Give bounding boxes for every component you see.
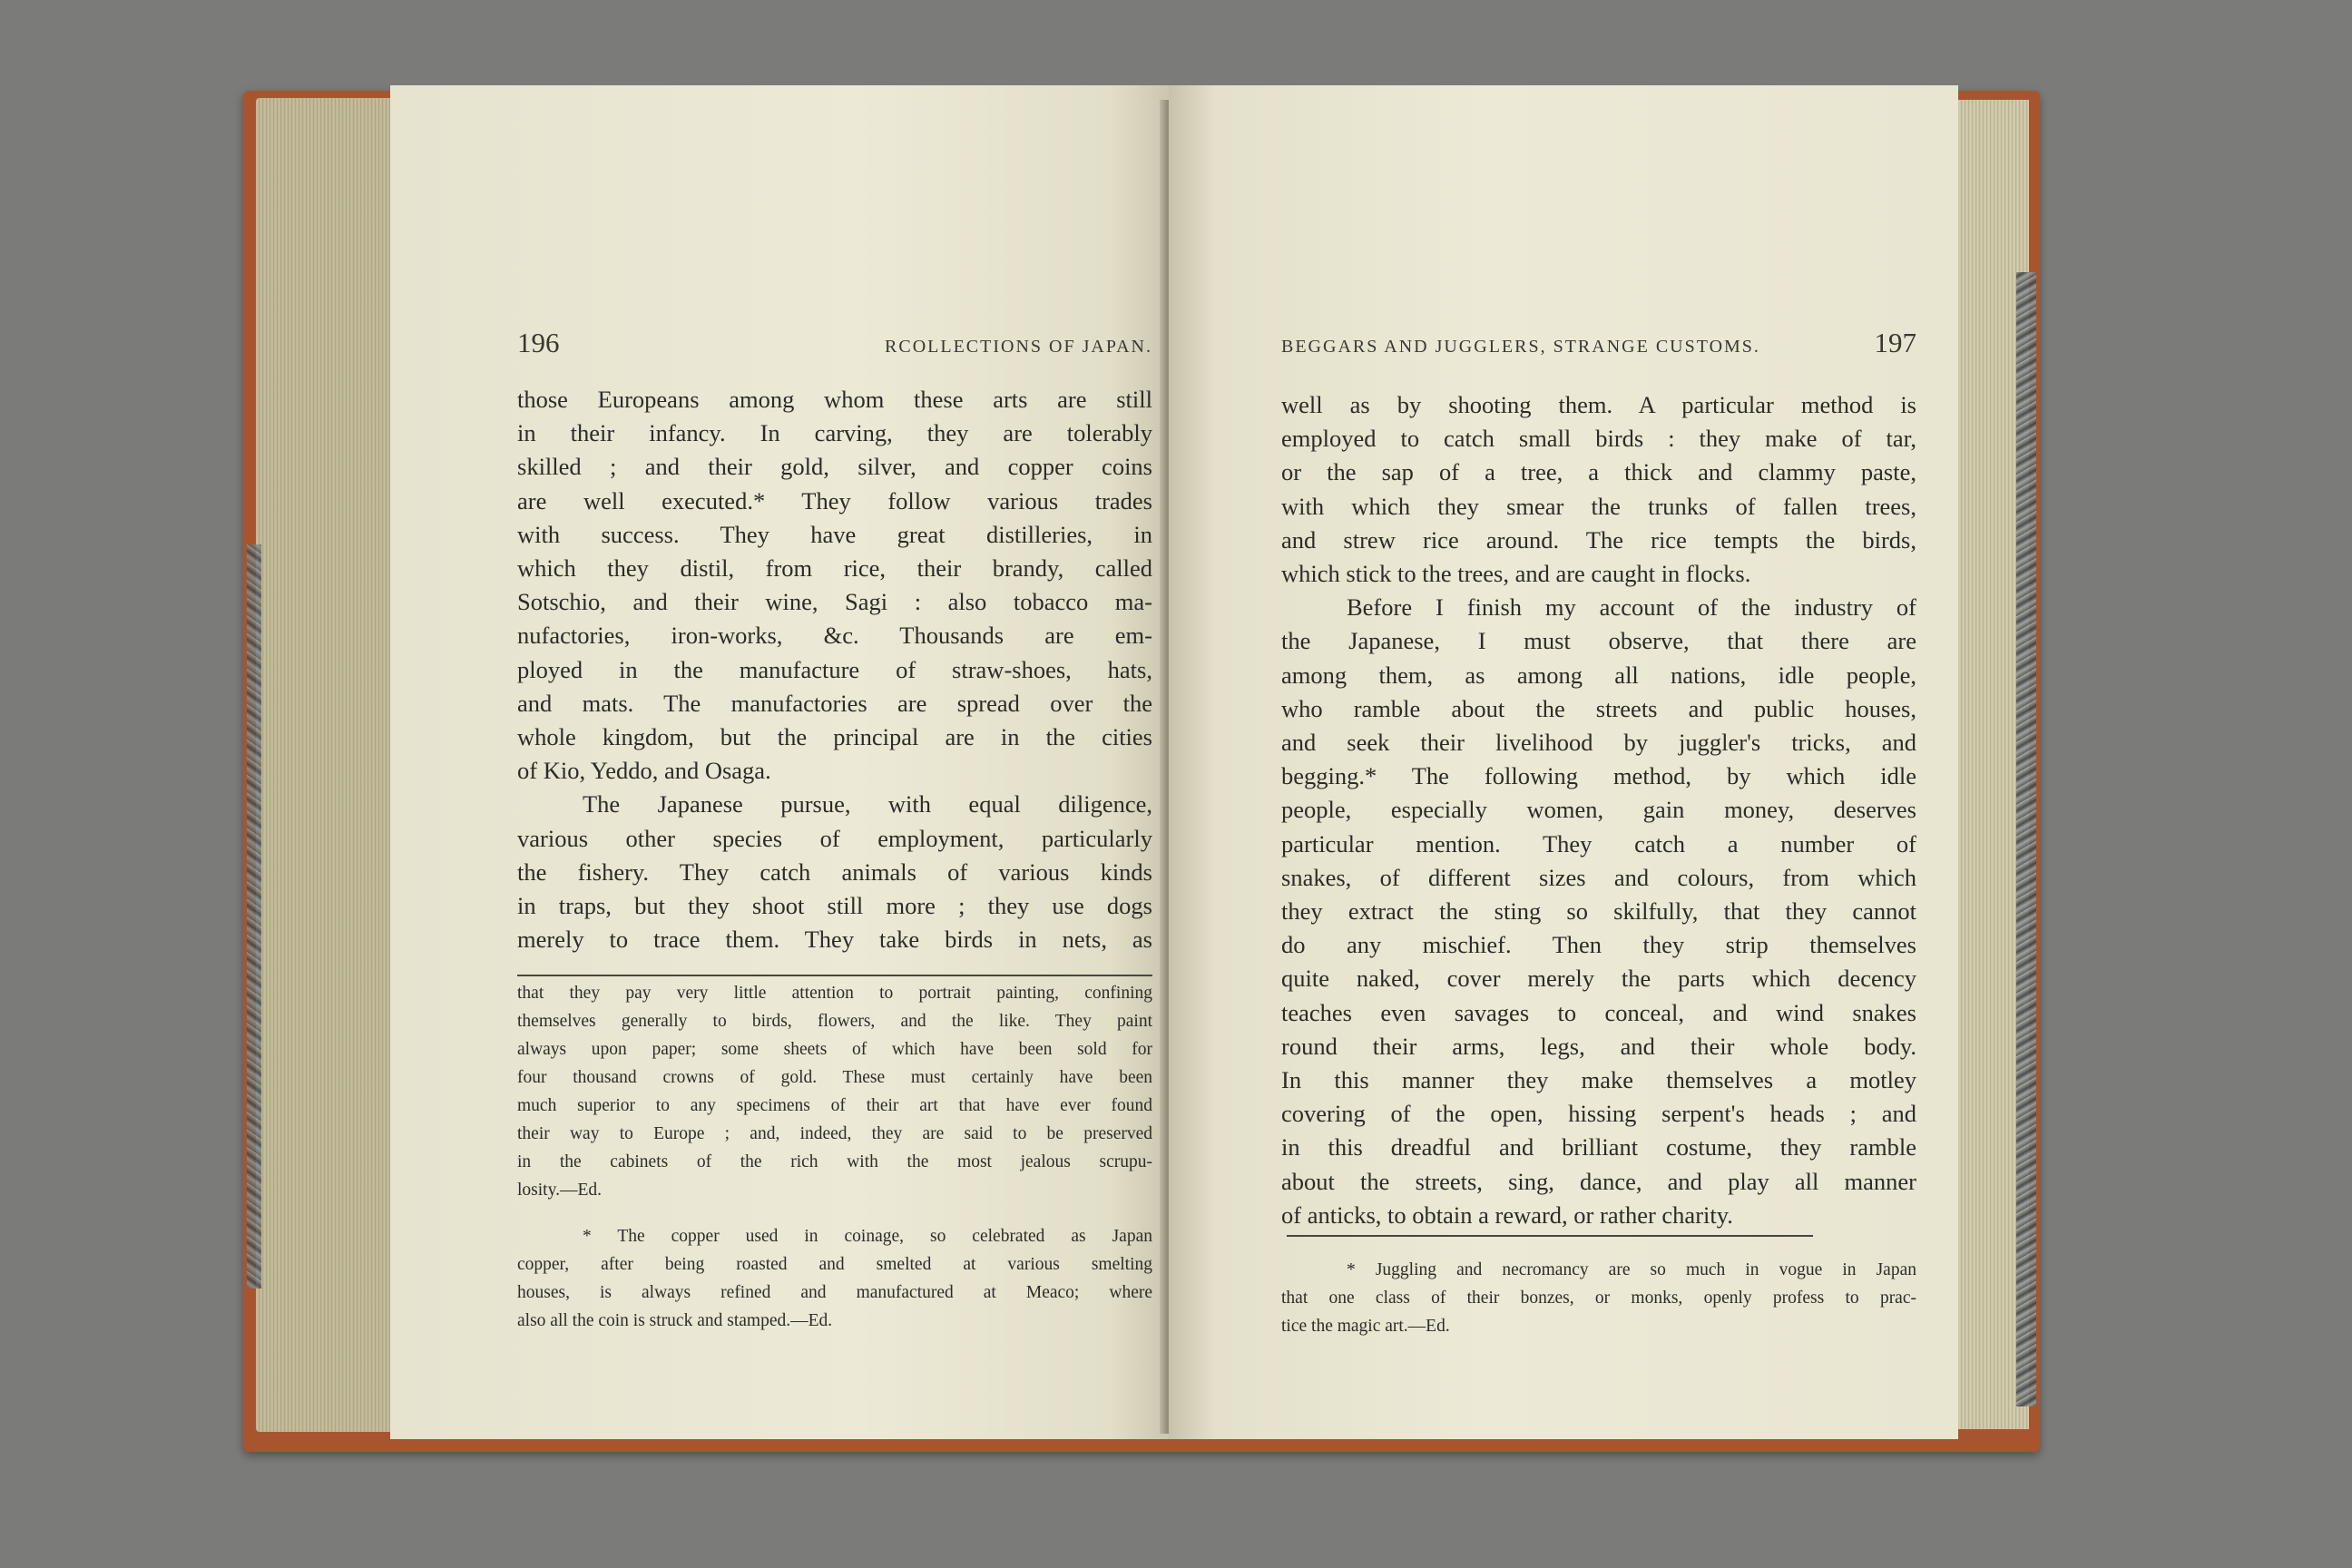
text-line: in their infancy. In carving, they are tolerably: [517, 419, 1152, 447]
right-page: [1169, 85, 1958, 1439]
text-line: ployed in the manufacture of straw-shoes, hats,: [517, 655, 1152, 683]
text-line: round their arms, legs, and their whole body.: [1281, 1032, 1916, 1060]
text-line: they extract the sting so skilfully, that they cannot: [1281, 897, 1916, 926]
running-head: BEGGARS AND JUGGLERS, STRANGE CUSTOMS.: [1281, 337, 1760, 357]
text-line: people, especially women, gain money, deserves: [1281, 796, 1916, 824]
text-line: in traps, but they shoot still more ; they use dogs: [517, 892, 1152, 920]
text-line: do any mischief. Then they strip themselves: [1281, 931, 1916, 959]
footnote-line: losity.—Ed.: [517, 1181, 602, 1200]
footnote-rule: [517, 975, 1152, 976]
text-line: begging.* The following method, by which idle: [1281, 762, 1916, 790]
right-page-header: [1281, 327, 1916, 363]
marbled-edge-right: [2016, 272, 2036, 1406]
text-line: who ramble about the streets and public houses,: [1281, 694, 1916, 722]
footnote-line: four thousand crowns of gold. These must certainly have been: [517, 1068, 1152, 1087]
footnote-line: * The copper used in coinage, so celebrated as Japan: [583, 1227, 1152, 1246]
text-line: of Kio, Yeddo, and Osaga.: [517, 757, 771, 785]
text-line: the fishery. They catch animals of various kinds: [517, 858, 1152, 886]
footnote-rule: [1287, 1235, 1813, 1237]
text-line: merely to trace them. They take birds in nets, as: [517, 926, 1152, 954]
left-body-text: [517, 383, 1152, 956]
text-line: and strew rice around. The rice tempts the birds,: [1281, 525, 1916, 554]
text-line: which they distil, from rice, their brandy, called: [517, 554, 1152, 583]
text-line: whole kingdom, but the principal are in the cities: [517, 723, 1152, 751]
text-line: among them, as among all nations, idle people,: [1281, 661, 1916, 689]
left-page: [390, 85, 1172, 1439]
left-footnotes: [517, 979, 1152, 1335]
text-line: various other species of employment, particularly: [517, 824, 1152, 852]
text-line: Before I finish my account of the industry of: [1347, 593, 1916, 622]
text-line: snakes, of different sizes and colours, from which: [1281, 863, 1916, 891]
text-line: The Japanese pursue, with equal diligence,: [583, 790, 1152, 818]
footnote-line: always upon paper; some sheets of which have been sold for: [517, 1040, 1152, 1059]
footnote-line: in the cabinets of the rich with the most jealous scrupu-: [517, 1152, 1152, 1171]
footnote-line: houses, is always refined and manufactured at Meaco; where: [517, 1283, 1152, 1302]
footnote-line: also all the coin is struck and stamped.—Ed.: [517, 1311, 833, 1330]
footnote-line: their way to Europe ; and, indeed, they are said to be preserved: [517, 1124, 1152, 1143]
running-head: RCOLLECTIONS OF JAPAN.: [885, 337, 1152, 357]
marbled-edge-left: [247, 544, 261, 1289]
page-number: 197: [1874, 327, 1916, 358]
footnote-line: themselves generally to birds, flowers, and the like. They paint: [517, 1012, 1152, 1031]
text-line: In this manner they make themselves a motley: [1281, 1066, 1916, 1094]
page-number: 196: [517, 327, 560, 358]
text-line: particular mention. They catch a number of: [1281, 829, 1916, 858]
text-line: with which they smear the trunks of fallen trees,: [1281, 492, 1916, 520]
text-line: with success. They have great distilleries, in: [517, 520, 1152, 548]
text-line: quite naked, cover merely the parts which decency: [1281, 965, 1916, 993]
text-line: covering of the open, hissing serpent's heads ; and: [1281, 1100, 1916, 1128]
text-line: about the streets, sing, dance, and play all manner: [1281, 1167, 1916, 1195]
footnote-line: tice the magic art.—Ed.: [1281, 1317, 1450, 1336]
text-line: teaches even savages to conceal, and wind snakes: [1281, 998, 1916, 1026]
text-line: are well executed.* They follow various trades: [517, 486, 1152, 514]
text-line: nufactories, iron-works, &c. Thousands are em-: [517, 622, 1152, 650]
right-footnotes: [1281, 1256, 1916, 1340]
footnote-line: that one class of their bonzes, or monks, openly profess to prac-: [1281, 1289, 1916, 1308]
left-page-header: [517, 327, 1152, 363]
footnote-line: copper, after being roasted and smelted at various smelting: [517, 1255, 1152, 1274]
text-line: skilled ; and their gold, silver, and copper coins: [517, 453, 1152, 481]
page-edges-left: [256, 98, 392, 1432]
text-line: those Europeans among whom these arts are still: [517, 386, 1152, 413]
text-line: and seek their livelihood by juggler's tricks, and: [1281, 729, 1916, 757]
right-body-text: [1281, 388, 1916, 1232]
text-line: Sotschio, and their wine, Sagi : also tobacco ma-: [517, 588, 1152, 616]
text-line: well as by shooting them. A particular method is: [1281, 391, 1916, 418]
text-line: and mats. The manufactories are spread over the: [517, 689, 1152, 717]
text-line: in this dreadful and brilliant costume, they ramble: [1281, 1133, 1916, 1161]
text-line: or the sap of a tree, a thick and clammy paste,: [1281, 458, 1916, 486]
text-line: of anticks, to obtain a reward, or rather charity.: [1281, 1200, 1733, 1229]
footnote-line: that they pay very little attention to portrait painting, confining: [517, 984, 1152, 1003]
footnote-line: * Juggling and necromancy are so much in vogue in Japan: [1347, 1260, 1916, 1279]
text-line: employed to catch small birds : they make of tar,: [1281, 425, 1916, 453]
footnote-line: much superior to any specimens of their art that have ever found: [517, 1096, 1152, 1115]
text-line: the Japanese, I must observe, that there are: [1281, 627, 1916, 655]
text-line: which stick to the trees, and are caught in flocks.: [1281, 560, 1751, 588]
